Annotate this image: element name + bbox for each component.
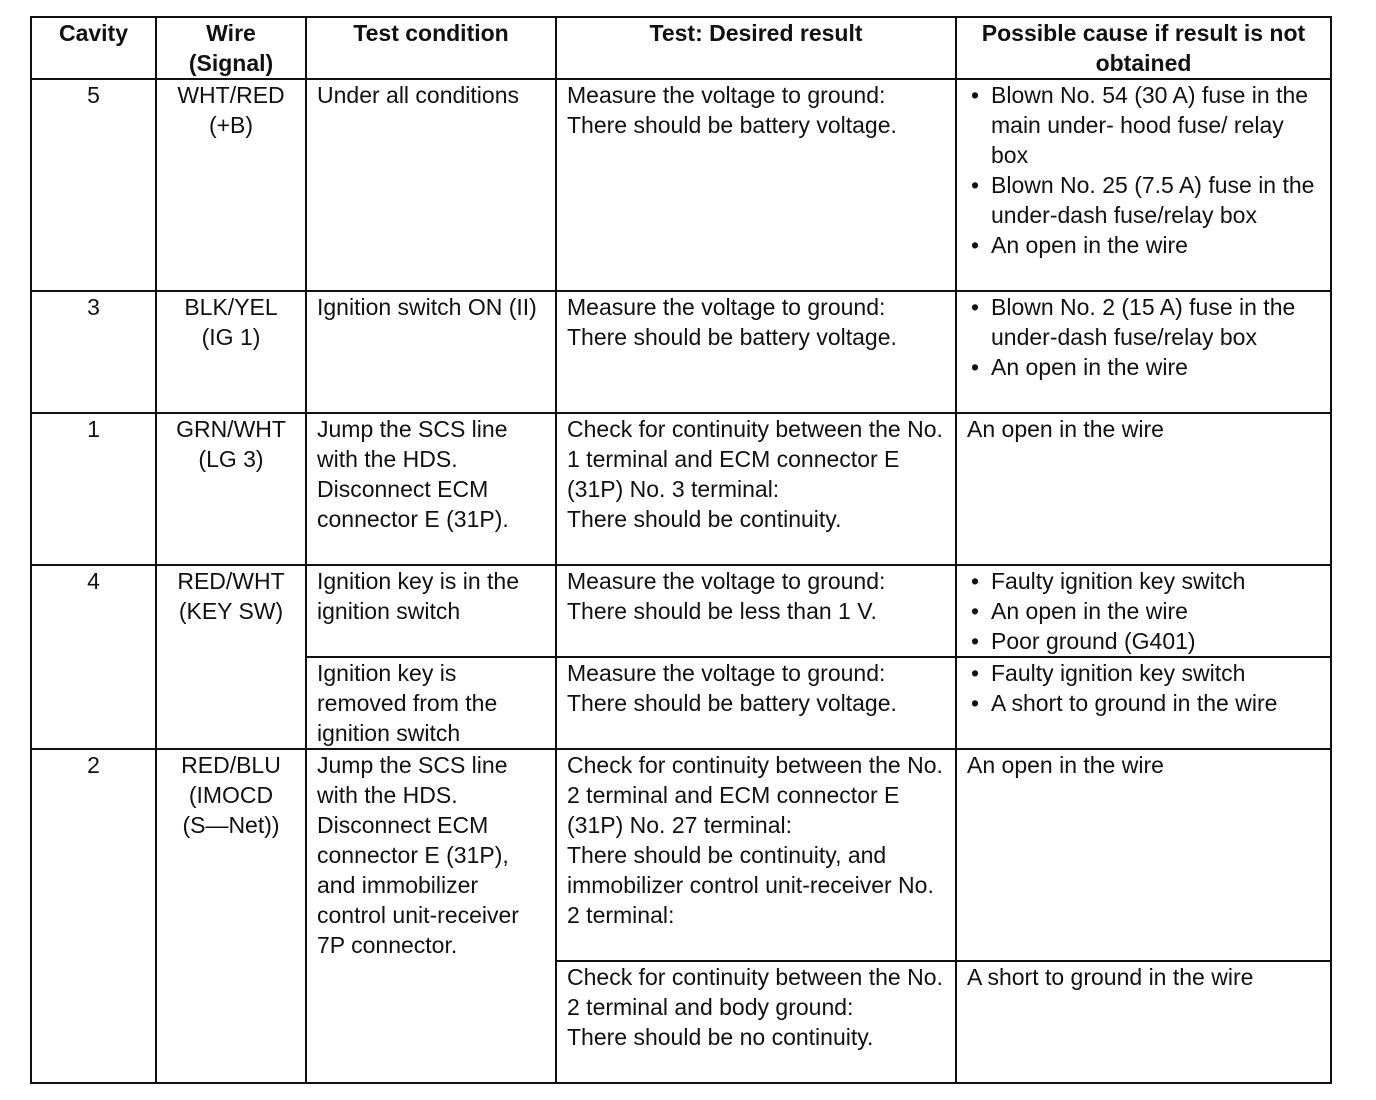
cause-cell: A short to ground in the wire — [956, 961, 1331, 1083]
list-item: • Poor ground (G401) — [971, 628, 1196, 654]
condition-cell: Jump the SCS line with the HDS. Disconnect ECM connector E (31P). — [306, 413, 556, 565]
cause-cell: An open in the wire — [956, 749, 1331, 961]
list-item: • Blown No. 2 (15 A) fuse in the under-dash fuse/relay box — [971, 294, 1296, 350]
result-cell: Measure the voltage to ground: There should be battery voltage. — [556, 291, 956, 413]
cavity-cell: 1 — [31, 413, 156, 565]
cause-cell — [956, 657, 1331, 749]
result-cell: Check for continuity between the No. 1 terminal and ECM connector E (31P) No. 3 terminal: There should be continuity. — [556, 413, 956, 565]
header-desired-result: Test: Desired result — [556, 17, 956, 79]
header-possible-cause: Possible cause if result is not obtained — [956, 17, 1331, 79]
bullet-icon: • — [971, 598, 980, 624]
wire-cell: WHT/RED (+B) — [156, 79, 306, 291]
wire-cell: RED/BLU (IMOCD (S—Net)) — [156, 749, 306, 1083]
condition-cell: Jump the SCS line with the HDS. Disconnect ECM connector E (31P), and immobilizer control unit-receiver 7P connector. — [306, 749, 556, 1083]
result-cell: Check for continuity between the No. 2 terminal and body ground: There should be no continuity. — [556, 961, 956, 1083]
condition-cell: Ignition switch ON (II) — [306, 291, 556, 413]
header-row — [31, 17, 1331, 79]
result-cell: Measure the voltage to ground: There should be battery voltage. — [556, 657, 956, 749]
result-cell: Check for continuity between the No. 2 terminal and ECM connector E (31P) No. 27 terminal: There should be continuity, and immobilizer control unit-receiver No. 2 terminal: — [556, 749, 956, 961]
table-row — [31, 291, 1331, 413]
condition-cell: Under all conditions — [306, 79, 556, 291]
list-item: • An open in the wire — [971, 354, 1188, 380]
list-item: • Faulty ignition key switch — [971, 568, 1246, 594]
bullet-icon: • — [971, 172, 980, 198]
cavity-cell: 3 — [31, 291, 156, 413]
list-item: • A short to ground in the wire — [971, 690, 1278, 716]
condition-cell: Ignition key is in the ignition switch — [306, 565, 556, 657]
cause-cell: An open in the wire — [956, 413, 1331, 565]
header-wire: Wire (Signal) — [156, 17, 306, 79]
bullet-icon: • — [971, 82, 980, 108]
table-row — [31, 565, 1331, 657]
header-cavity: Cavity — [31, 17, 156, 79]
cause-cell — [956, 79, 1331, 291]
list-item: • Blown No. 25 (7.5 A) fuse in the under-dash fuse/relay box — [971, 172, 1315, 228]
wire-cell: GRN/WHT (LG 3) — [156, 413, 306, 565]
bullet-icon: • — [971, 660, 980, 686]
bullet-icon: • — [971, 628, 980, 654]
cause-cell — [956, 565, 1331, 657]
table-row — [31, 749, 1331, 961]
bullet-icon: • — [971, 690, 980, 716]
condition-cell: Ignition key is removed from the ignition switch — [306, 657, 556, 749]
list-item: • Blown No. 54 (30 A) fuse in the main under- hood fuse/ relay box — [971, 82, 1309, 168]
list-item: • Faulty ignition key switch — [971, 660, 1246, 686]
list-item: • An open in the wire — [971, 598, 1188, 624]
result-cell: Measure the voltage to ground: There should be less than 1 V. — [556, 565, 956, 657]
header-test-condition: Test condition — [306, 17, 556, 79]
wire-cell: BLK/YEL (IG 1) — [156, 291, 306, 413]
bullet-icon: • — [971, 232, 980, 258]
troubleshooting-table — [30, 16, 1332, 1084]
cavity-cell: 4 — [31, 565, 156, 749]
cavity-cell: 5 — [31, 79, 156, 291]
cause-cell — [956, 291, 1331, 413]
cavity-cell: 2 — [31, 749, 156, 1083]
wire-cell: RED/WHT (KEY SW) — [156, 565, 306, 749]
table-row — [31, 79, 1331, 291]
bullet-icon: • — [971, 354, 980, 380]
bullet-icon: • — [971, 568, 980, 594]
result-cell: Measure the voltage to ground: There should be battery voltage. — [556, 79, 956, 291]
document-page — [30, 16, 1330, 1084]
list-item: • An open in the wire — [971, 232, 1188, 258]
table-row — [31, 413, 1331, 565]
bullet-icon: • — [971, 294, 980, 320]
